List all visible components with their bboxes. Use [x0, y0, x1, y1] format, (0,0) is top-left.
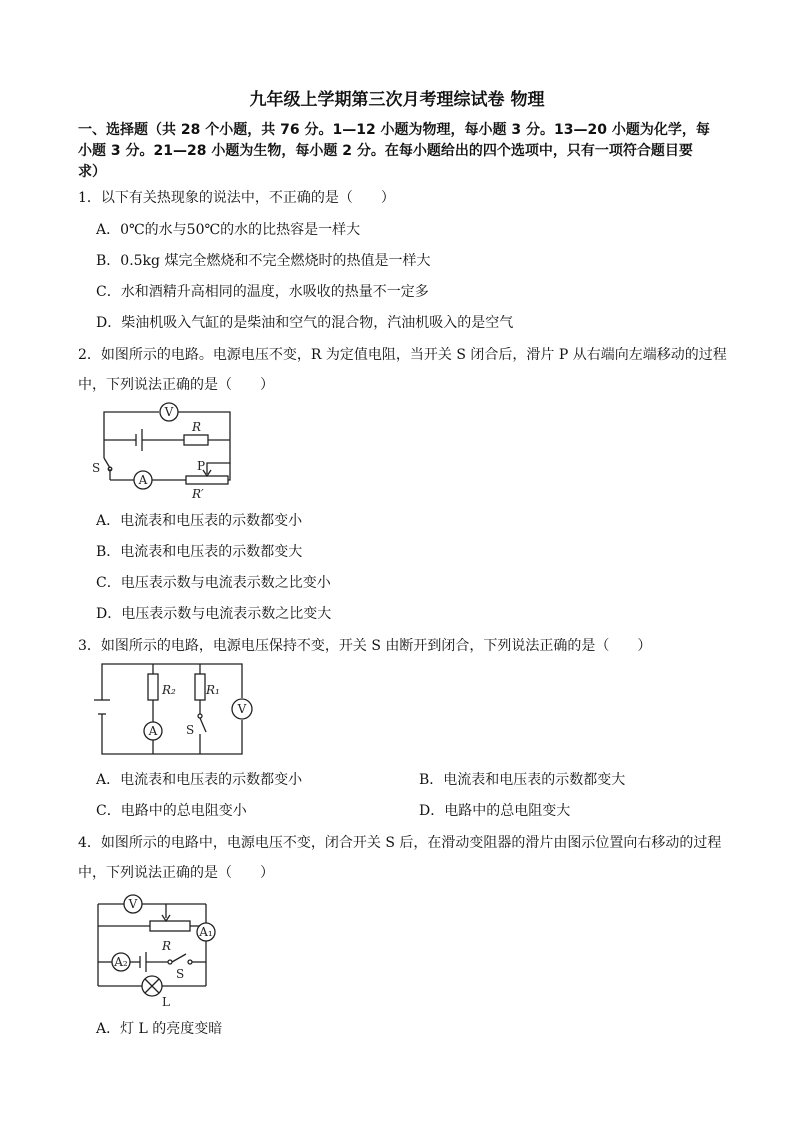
rheostat-label: R′	[192, 487, 204, 501]
ammeter-a1-label: A₁	[199, 925, 213, 939]
question-1-option-d: D．柴油机吸入气缸的是柴油和空气的混合物，汽油机吸入的是空气	[96, 315, 514, 331]
switch-s-label: S	[176, 967, 185, 981]
question-2-option-a: A．电流表和电压表的示数都变小	[96, 513, 303, 529]
question-4-circuit-diagram	[88, 890, 228, 1010]
resistor-r1-label: R₁	[206, 683, 220, 697]
resistor-r2-symbol	[148, 674, 158, 700]
question-4-stem-line1: 4．如图所示的电路中，电源电压不变，闭合开关 S 后，在滑动变阻器的滑片由图示位置向右移动的过程	[78, 835, 722, 851]
question-4-stem-line2: 中，下列说法正确的是（ ）	[78, 865, 274, 881]
question-2-circuit-diagram	[88, 398, 248, 502]
rheostat-symbol	[186, 476, 228, 484]
section-heading-line3: 求）	[78, 164, 106, 180]
rheostat-label: R	[162, 939, 172, 953]
question-2-stem-line1: 2．如图所示的电路。电源电压不变，R 为定值电阻，当开关 S 闭合后，滑片 P 从右端向左端移动的过程	[78, 347, 727, 363]
resistor-r1-symbol	[195, 674, 205, 700]
question-1-option-b: B．0.5kg 煤完全燃烧和不完全燃烧时的热值是一样大	[96, 253, 431, 269]
question-2-option-b: B．电流表和电压表的示数都变大	[96, 544, 303, 560]
voltmeter-label: V	[164, 405, 174, 419]
slider-p-label: P	[197, 459, 206, 473]
voltmeter-label: V	[128, 897, 138, 911]
question-3-option-a: A．电流表和电压表的示数都变小	[96, 772, 303, 788]
question-1-stem: 1．以下有关热现象的说法中，不正确的是（ ）	[78, 190, 395, 206]
question-3-option-b: B．电流表和电压表的示数都变大	[419, 772, 626, 788]
section-heading-line2: 小题 3 分。21—28 小题为生物，每小题 2 分。在每小题给出的四个选项中，只有一项符合题目要	[78, 143, 693, 159]
section-heading-line1: 一、选择题（共 28 个小题，共 76 分。1—12 小题为物理，每小题 3 分。13—20 小题为化学，每	[78, 122, 710, 138]
ammeter-label: A	[148, 724, 158, 738]
lamp-label: L	[162, 995, 170, 1009]
question-3-circuit-diagram	[92, 658, 260, 758]
question-2-stem-line2: 中，下列说法正确的是（ ）	[78, 377, 274, 393]
question-1-option-c: C．水和酒精升高相同的温度，水吸收的热量不一定多	[96, 284, 429, 300]
question-1-option-a: A．0℃的水与50℃的水的比热容是一样大	[96, 222, 361, 238]
resistor-r-label: R	[192, 420, 202, 434]
question-2-option-d: D．电压表示数与电流表示数之比变大	[96, 606, 332, 622]
resistor-r2-label: R₂	[162, 683, 176, 697]
switch-s-label: S	[92, 461, 101, 475]
ammeter-a2-label: A₂	[114, 955, 128, 969]
ammeter-label: A	[138, 473, 148, 487]
question-3-stem: 3．如图所示的电路，电源电压保持不变，开关 S 由断开到闭合，下列说法正确的是（ ）	[78, 638, 652, 654]
page-title: 九年级上学期第三次月考理综试卷 物理	[249, 90, 545, 110]
question-2-option-c: C．电压表示数与电流表示数之比变小	[96, 575, 331, 591]
switch-s-label: S	[186, 723, 195, 737]
question-4-option-a: A．灯 L 的亮度变暗	[96, 1021, 223, 1037]
question-3-option-d: D．电路中的总电阻变大	[419, 803, 571, 819]
question-3-option-c: C．电路中的总电阻变小	[96, 803, 247, 819]
resistor-r-symbol	[184, 435, 208, 445]
voltmeter-label: V	[237, 702, 247, 716]
rheostat-symbol	[150, 921, 190, 931]
